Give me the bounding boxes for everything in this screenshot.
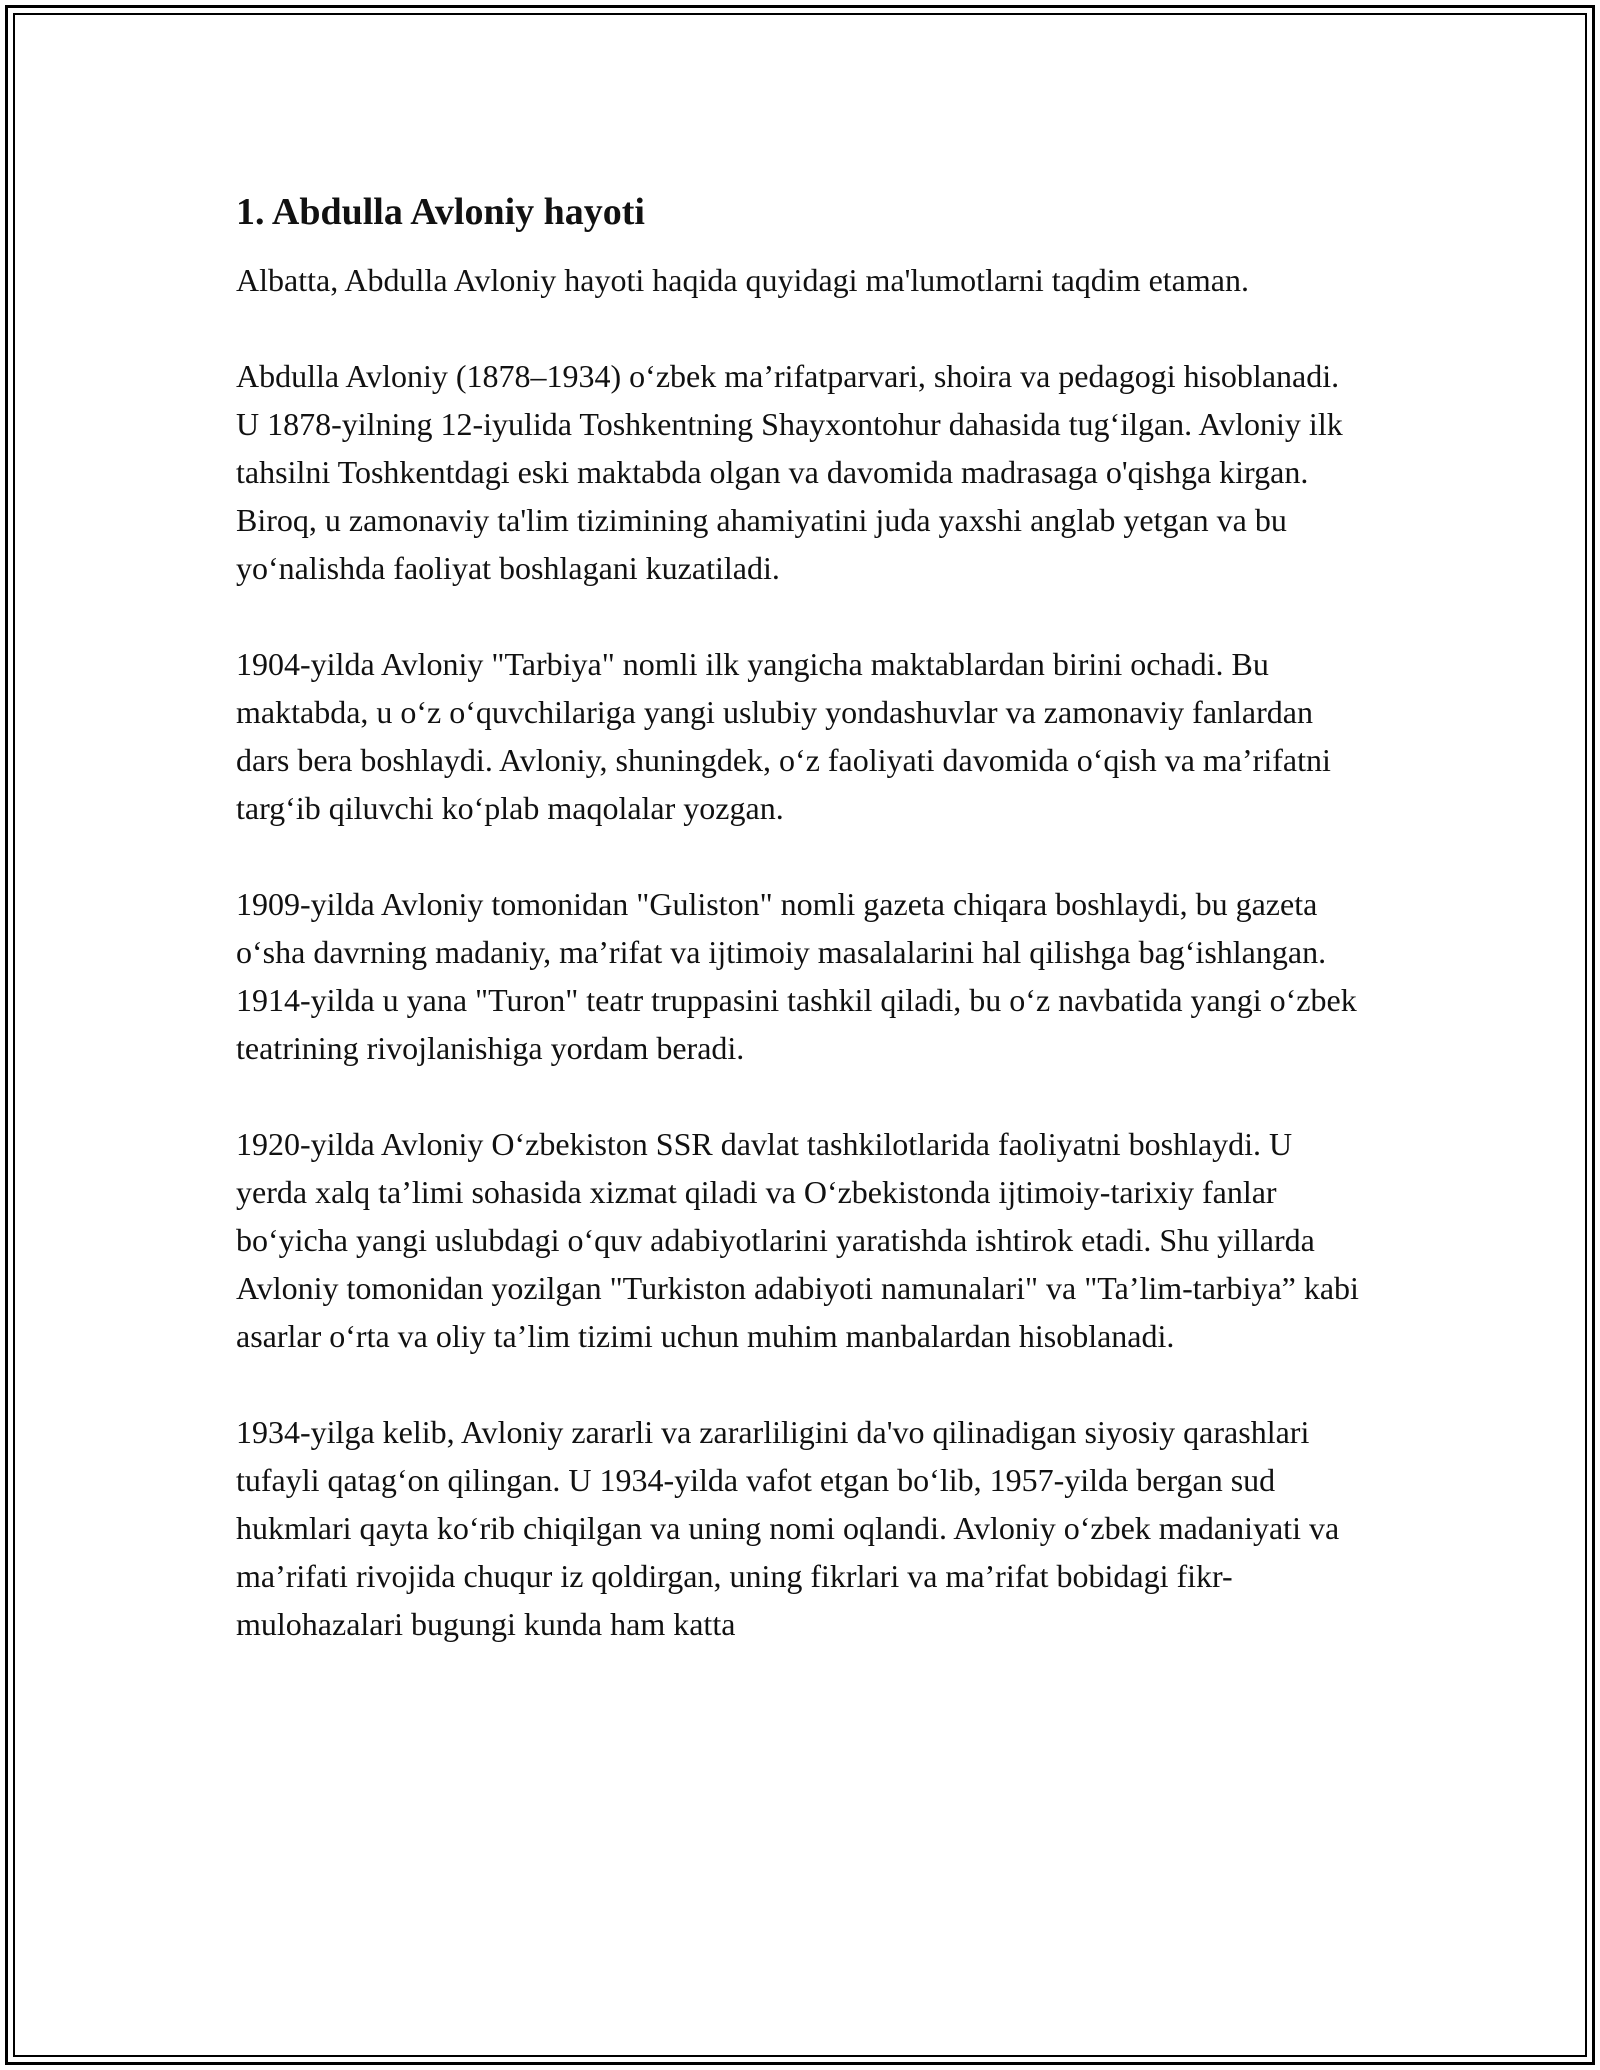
paragraph-tarbiya-school: 1904-yilda Avloniy "Tarbiya" nomli ilk yangicha maktablardan birini ochadi. Bu maktabda, u o‘z o‘quvchilariga yangi uslubiy yondashuvlar va zamonaviy fanlardan dars bera boshlaydi. Avloniy, shuningdek, o‘z faoliyati davomida o‘qish va ma’rifatni targ‘ib qiluvchi ko‘plab maqolalar yozgan. [236, 646, 1331, 826]
document-body [236, 188, 1366, 1648]
paragraph-biography: Abdulla Avloniy (1878–1934) o‘zbek ma’rifatparvari, shoira va pedagogi hisoblanadi. U 1878-yilning 12-iyulida Toshkentning Shayxontohur dahasida tug‘ilgan. Avloniy ilk tahsilni Toshkentdagi eski maktabda olgan va davomida madrasaga o'qishga kirgan. Biroq, u zamonaviy ta'lim tizimining ahamiyatini juda yaxshi anglab yetgan va bu yo‘nalishda faoliyat boshlagani kuzatiladi. [236, 358, 1343, 586]
paragraph-soviet-career: 1920-yilda Avloniy O‘zbekiston SSR davlat tashkilotlarida faoliyatni boshlaydi. U yerda xalq ta’limi sohasida xizmat qiladi va O‘zbekistonda ijtimoiy-tarixiy fanlar bo‘yicha yangi uslubdagi o‘quv adabiyotlarini yaratishda ishtirok etadi. Shu yillarda Avloniy tomonidan yozilgan "Turkiston adabiyoti namunalari" va "Ta’lim-tarbiya” kabi asarlar o‘rta va oliy ta’lim tizimi uchun muhim manbalardan hisoblanadi. [236, 1126, 1359, 1354]
paragraph-repression: 1934-yilga kelib, Avloniy zararli va zararliligini da'vo qilinadigan siyosiy qarashlari tufayli qatag‘on qilingan. U 1934-yilda vafot etgan bo‘lib, 1957-yilda bergan sud hukmlari qayta ko‘rib chiqilgan va uning nomi oqlandi. Avloniy o‘zbek madaniyati va ma’rifati rivojida chuqur iz qoldirgan, uning fikrlari va ma’rifat bobidagi fikr-mulohazalari bugungi kunda ham katta [236, 1414, 1340, 1642]
paragraph-intro: Albatta, Abdulla Avloniy hayoti haqida quyidagi ma'lumotlarni taqdim etaman. [236, 262, 1249, 298]
paragraph-guliston-newspaper: 1909-yilda Avloniy tomonidan "Guliston" nomli gazeta chiqara boshlaydi, bu gazeta o‘sha davrning madaniy, ma’rifat va ijtimoiy masalalarini hal qilishga bag‘ishlangan. 1914-yilda u yana "Turon" teatr truppasini tashkil qiladi, bu o‘z navbatida yangi o‘zbek teatrining rivojlanishiga yordam beradi. [236, 886, 1357, 1066]
section-heading: 1. Abdulla Avloniy hayoti [236, 191, 645, 233]
